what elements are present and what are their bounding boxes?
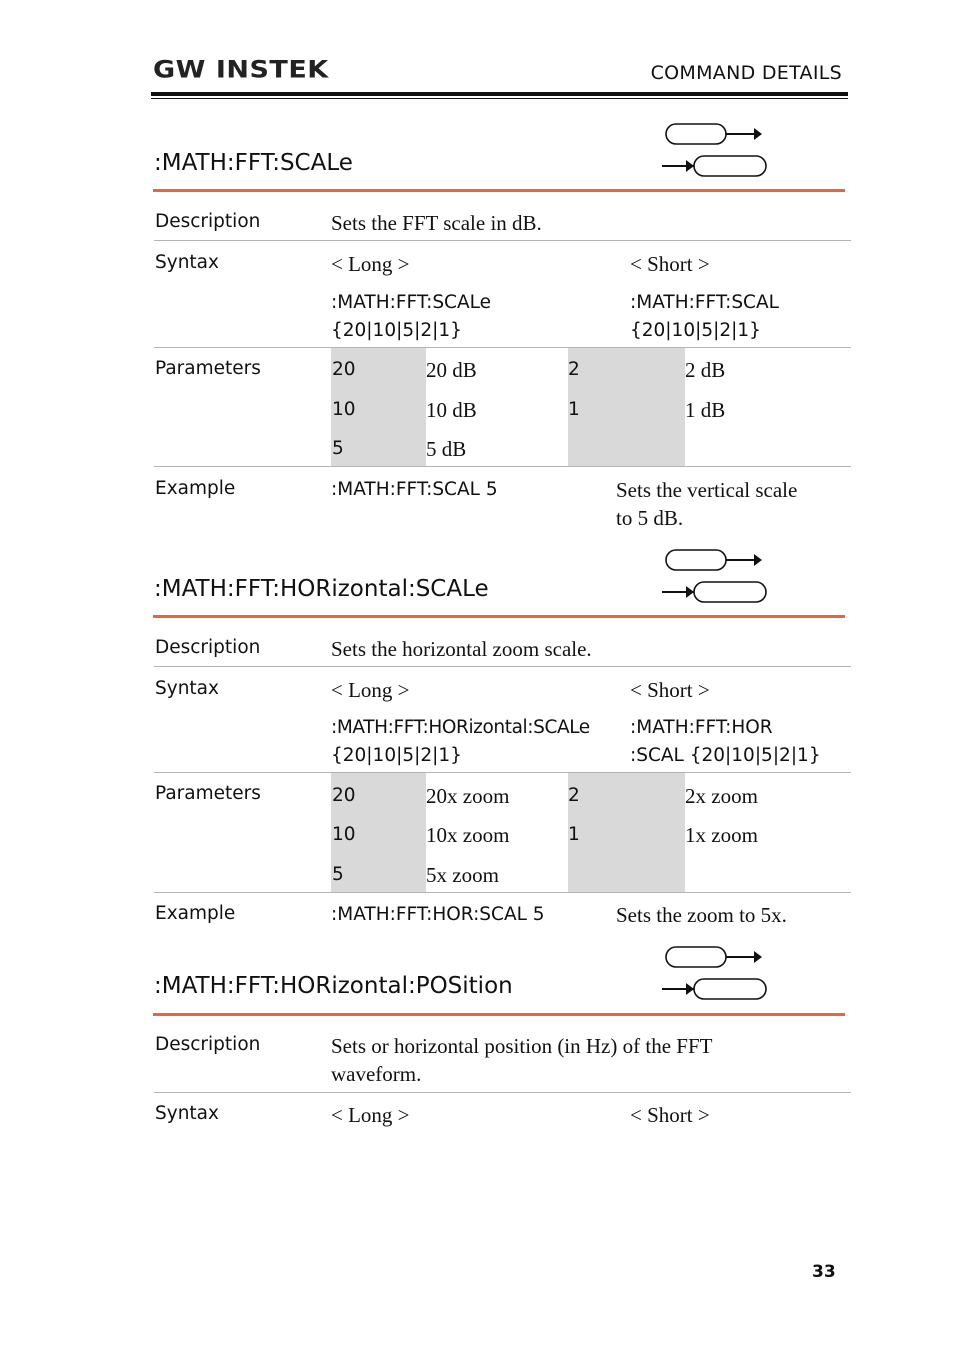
section-title: :MATH:FFT:SCALe xyxy=(154,150,353,176)
param-meaning: 10x zoom xyxy=(426,823,510,847)
example-label: Example xyxy=(155,478,236,499)
param-meaning: 5x zoom xyxy=(426,863,499,887)
param-meaning: 20x zoom xyxy=(426,784,510,808)
param-meaning: 2 dB xyxy=(685,358,726,382)
description-text: Sets the horizontal zoom scale. xyxy=(331,637,592,661)
page-number: 33 xyxy=(812,1262,836,1282)
header-title: COMMAND DETAILS xyxy=(650,62,842,84)
param-value: 1 xyxy=(568,399,580,420)
gw-instek-logo: GW INSTEK xyxy=(153,56,329,84)
section-rule xyxy=(153,615,845,618)
syntax-label: Syntax xyxy=(155,678,219,699)
parameters-label: Parameters xyxy=(155,783,261,804)
param-value: 20 xyxy=(332,359,356,380)
section-rule xyxy=(153,1013,845,1016)
syntax-label: Syntax xyxy=(155,252,219,273)
syntax-label: Syntax xyxy=(155,1103,219,1124)
section-rule xyxy=(153,189,845,192)
example-note-line1: Sets the vertical scale xyxy=(616,478,798,502)
short-syntax-line1: :MATH:FFT:SCAL xyxy=(630,292,779,313)
param-value: 10 xyxy=(332,399,356,420)
set-query-icon xyxy=(658,548,768,604)
param-value: 5 xyxy=(332,438,344,459)
short-form-label: < Short > xyxy=(630,678,710,702)
param-meaning: 20 dB xyxy=(426,358,477,382)
param-value: 1 xyxy=(568,824,580,845)
short-syntax-line2: :SCAL {20|10|5|2|1} xyxy=(630,745,821,766)
param-meaning: 10 dB xyxy=(426,398,477,422)
long-form-label: < Long > xyxy=(331,252,410,276)
example-note-line1: Sets the zoom to 5x. xyxy=(616,903,787,927)
param-meaning: 2x zoom xyxy=(685,784,758,808)
row-divider xyxy=(154,1092,851,1093)
short-form-label: < Short > xyxy=(630,1103,710,1127)
param-value: 10 xyxy=(332,824,356,845)
description-text-line2: waveform. xyxy=(331,1062,422,1086)
long-syntax-line1: :MATH:FFT:SCALe xyxy=(331,292,491,313)
example-command: :MATH:FFT:HOR:SCAL 5 xyxy=(331,904,545,925)
parameters-label: Parameters xyxy=(155,358,261,379)
param-value: 2 xyxy=(568,359,580,380)
set-query-icon xyxy=(658,945,768,1001)
param-meaning: 5 dB xyxy=(426,437,467,461)
long-syntax-line1: :MATH:FFT:HORizontal:SCALe xyxy=(331,717,590,738)
description-label: Description xyxy=(155,1034,261,1055)
short-syntax-line2: {20|10|5|2|1} xyxy=(630,320,761,341)
section-title: :MATH:FFT:HORizontal:SCALe xyxy=(154,576,489,602)
long-form-label: < Long > xyxy=(331,678,410,702)
param-value: 2 xyxy=(568,785,580,806)
section-title: :MATH:FFT:HORizontal:POSition xyxy=(154,973,513,999)
set-query-icon xyxy=(658,122,768,178)
row-divider xyxy=(154,240,851,241)
long-syntax-line2: {20|10|5|2|1} xyxy=(331,745,462,766)
description-text-line1: Sets or horizontal position (in Hz) of the FFT xyxy=(331,1034,713,1058)
description-text: Sets the FFT scale in dB. xyxy=(331,211,542,235)
param-value: 5 xyxy=(332,864,344,885)
param-meaning: 1 dB xyxy=(685,398,726,422)
param-shade xyxy=(568,348,685,466)
example-command: :MATH:FFT:SCAL 5 xyxy=(331,479,498,500)
header-rule xyxy=(151,92,848,96)
param-shade xyxy=(568,773,685,892)
short-form-label: < Short > xyxy=(630,252,710,276)
short-syntax-line1: :MATH:FFT:HOR xyxy=(630,717,773,738)
row-divider xyxy=(154,347,851,348)
header-rule-thin xyxy=(151,98,848,99)
description-label: Description xyxy=(155,637,261,658)
example-label: Example xyxy=(155,903,236,924)
row-divider xyxy=(154,466,851,467)
param-meaning: 1x zoom xyxy=(685,823,758,847)
description-label: Description xyxy=(155,211,261,232)
long-syntax-line2: {20|10|5|2|1} xyxy=(331,320,462,341)
param-value: 20 xyxy=(332,785,356,806)
row-divider xyxy=(154,772,851,773)
long-form-label: < Long > xyxy=(331,1103,410,1127)
row-divider xyxy=(154,666,851,667)
example-note-line2: to 5 dB. xyxy=(616,506,684,530)
row-divider xyxy=(154,892,851,893)
